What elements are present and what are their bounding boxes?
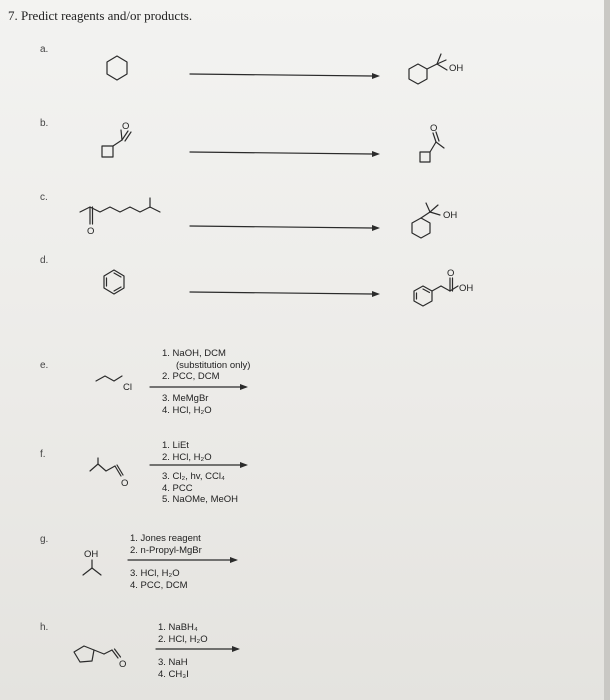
reagent-h-3: 3. NaH bbox=[158, 657, 188, 668]
reagent-e-2: 2. PCC, DCM bbox=[162, 371, 220, 382]
conditions-above-g bbox=[130, 533, 202, 556]
arrowhead-b bbox=[372, 151, 380, 157]
conditions-above-e bbox=[162, 348, 250, 383]
reagent-f-3: 3. Cl₂, hv, CCl₄ bbox=[162, 471, 225, 482]
label-c: c. bbox=[40, 192, 48, 203]
product-d-oxygen: O bbox=[447, 268, 455, 279]
reagent-h-4: 4. CH₃I bbox=[158, 668, 189, 680]
reagent-e-note: (substitution only) bbox=[176, 359, 251, 371]
arrow-a bbox=[190, 74, 372, 76]
label-a: a. bbox=[40, 44, 49, 55]
arrowhead-a bbox=[372, 73, 380, 79]
product-b-ring bbox=[420, 152, 430, 162]
product-b-oxygen: O bbox=[430, 123, 438, 134]
cyclobutane-b bbox=[102, 146, 113, 157]
reagent-e-3: 3. MeMgBr bbox=[162, 393, 209, 404]
arrow-d bbox=[190, 292, 372, 294]
chloropropane-e bbox=[96, 376, 122, 381]
product-a-ring bbox=[409, 64, 427, 84]
reagent-g-4: 4. PCC, DCM bbox=[130, 579, 188, 591]
start-f-oxygen: O bbox=[121, 478, 129, 489]
conditions-above-f bbox=[162, 440, 212, 463]
product-a-oh: OH bbox=[449, 63, 464, 74]
label-b: b. bbox=[40, 118, 49, 129]
reagent-e-4: 4. HCl, H₂O bbox=[162, 404, 212, 416]
start-b-oxygen: O bbox=[122, 121, 130, 132]
cyclohexane-a bbox=[107, 56, 127, 80]
start-h-oxygen: O bbox=[119, 659, 127, 670]
reagent-f-2: 2. HCl, H₂O bbox=[162, 451, 212, 463]
arrowhead-g bbox=[230, 557, 238, 563]
label-g: g. bbox=[40, 534, 49, 545]
reagent-g-3: 3. HCl, H₂O bbox=[130, 568, 180, 579]
conditions-below-h bbox=[158, 657, 189, 680]
start-c-oxygen: O bbox=[87, 226, 95, 237]
reagent-g-1: 1. Jones reagent bbox=[130, 533, 201, 544]
start-e-chlorine: Cl bbox=[123, 382, 132, 393]
propanol-g bbox=[83, 568, 92, 575]
reagent-g-2: 2. n-Propyl-MgBr bbox=[130, 544, 202, 556]
arrow-b bbox=[190, 152, 372, 154]
butanal-f bbox=[90, 464, 115, 471]
arrow-c bbox=[190, 226, 372, 228]
reagent-e-1: 1. NaOH, DCM bbox=[162, 348, 226, 359]
product-c-oh: OH bbox=[443, 210, 458, 221]
arrowhead-e bbox=[240, 384, 248, 390]
question-title: 7. Predict reagents and/or products. bbox=[8, 8, 193, 23]
reagent-f-4: 4. PCC bbox=[162, 482, 193, 494]
arrowhead-c bbox=[372, 225, 380, 231]
product-c-ring bbox=[412, 218, 430, 238]
product-d-oh: OH bbox=[459, 283, 474, 294]
label-f: f. bbox=[40, 449, 46, 460]
label-h: h. bbox=[40, 622, 49, 633]
arrowhead-d bbox=[372, 291, 380, 297]
reagent-f-5: 5. NaOMe, MeOH bbox=[162, 494, 239, 505]
conditions-below-e bbox=[162, 393, 212, 416]
reagent-h-1: 1. NaBH₄ bbox=[158, 622, 198, 633]
reagent-h-2: 2. HCl, H₂O bbox=[158, 633, 208, 645]
label-e: e. bbox=[40, 360, 49, 371]
conditions-above-h bbox=[158, 622, 208, 645]
conditions-below-g bbox=[130, 568, 188, 591]
arrowhead-f bbox=[240, 462, 248, 468]
label-d: d. bbox=[40, 255, 49, 266]
conditions-below-f bbox=[162, 471, 238, 506]
cyclopentane-h bbox=[74, 646, 94, 662]
reagent-f-1: 1. LiEt bbox=[162, 440, 189, 451]
start-g-oh: OH bbox=[84, 549, 99, 560]
arrowhead-h bbox=[232, 646, 240, 652]
